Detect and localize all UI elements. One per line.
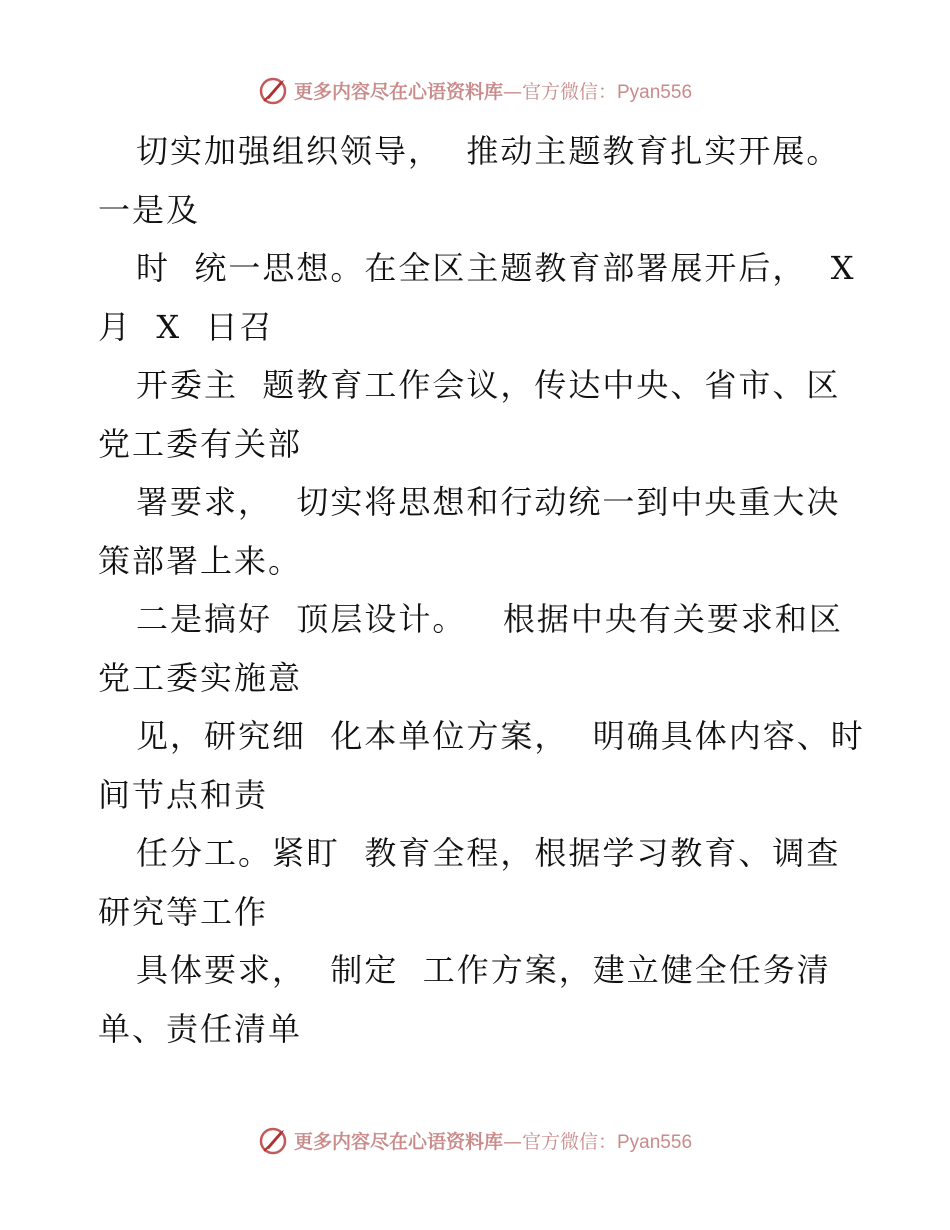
text-line: 任分工。紧盯 教育全程，根据学习教育、调查 [136, 834, 841, 872]
watermark-separator: — [502, 1130, 522, 1153]
text-line: 具体要求， 制定 工作方案，建立健全任务清 [136, 951, 831, 989]
quill-logo-icon [258, 74, 290, 106]
watermark-text [294, 77, 692, 104]
watermark-account: Pyan556 [617, 81, 693, 103]
text-line: 党工委实施意 [98, 658, 303, 697]
text-line: 单、责任清单 [98, 1009, 303, 1048]
text-line: 策部署上来。 [98, 541, 303, 580]
text-line: 二是搞好 顶层设计。 根据中央有关要求和区 [136, 600, 843, 638]
quill-logo-icon [258, 1124, 290, 1156]
text-line: 党工委有关部 [98, 424, 303, 463]
text-line: 月 X 日召 [98, 307, 274, 346]
document-body [98, 122, 865, 1058]
watermark-account: Pyan556 [617, 1131, 693, 1153]
watermark-label: 官方微信： [521, 80, 617, 103]
footer-watermark [0, 1122, 950, 1158]
text-line: 开委主 题教育工作会议，传达中央、省市、区 [136, 366, 841, 404]
watermark-brand: 更多内容尽在心语资料库 [293, 1130, 503, 1153]
text-line: 时 统一思想。在全区主题教育部署展开后， X [136, 249, 856, 287]
text-line: 署要求， 切实将思想和行动统一到中央重大决 [136, 483, 841, 521]
text-line: 研究等工作 [98, 892, 269, 931]
text-line: 间节点和责 [98, 775, 269, 814]
watermark-text [294, 1127, 692, 1154]
text-line: 一是及 [98, 190, 201, 229]
watermark-separator: — [502, 80, 522, 103]
header-watermark [0, 72, 950, 108]
watermark-label: 官方微信： [521, 1130, 617, 1153]
text-line: 切实加强组织领导， 推动主题教育扎实开展。 [136, 132, 841, 170]
text-line: 见，研究细 化本单位方案， 明确具体内容、时 [136, 717, 865, 755]
watermark-brand: 更多内容尽在心语资料库 [293, 80, 503, 103]
